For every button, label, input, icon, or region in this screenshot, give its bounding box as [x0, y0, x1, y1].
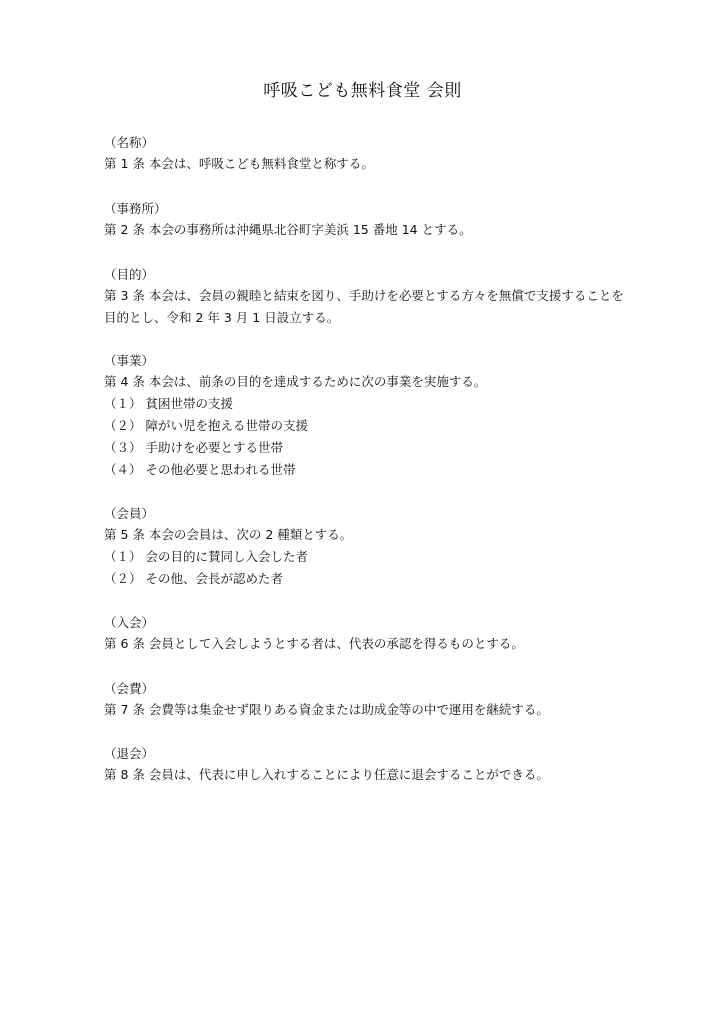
- section-heading-purpose: （目的）: [104, 267, 155, 282]
- article-3-text-line-1: 第 3 条 本会は、会員の親睦と結束を図り、手助けを必要とする方々を無償で支援することを: [104, 288, 624, 303]
- article-5-item-2: （２） その他、会長が認めた者: [104, 571, 283, 586]
- section-heading-members: （会員）: [104, 506, 155, 521]
- section-heading-withdrawal: （退会）: [104, 746, 155, 761]
- article-4-item-3: （３） 手助けを必要とする世帯: [104, 440, 283, 455]
- article-2-text: 第 2 条 本会の事務所は沖縄県北谷町字美浜 15 番地 14 とする。: [104, 222, 472, 237]
- article-1-text: 第 1 条 本会は、呼吸こども無料食堂と称する。: [104, 156, 374, 171]
- article-7-text: 第 7 条 会費等は集金せず限りある資金または助成金等の中で運用を継続する。: [104, 702, 549, 717]
- article-4-item-2: （２） 障がい児を抱える世帯の支援: [104, 418, 308, 433]
- article-5-text: 第 5 条 本会の会員は、次の 2 種類とする。: [104, 527, 353, 542]
- section-heading-name: （名称）: [104, 135, 155, 150]
- section-heading-office: （事務所）: [104, 201, 167, 216]
- article-4-item-1: （１） 貧困世帯の支援: [104, 396, 233, 411]
- section-heading-admission: （入会）: [104, 615, 155, 630]
- article-5-item-1: （１） 会の目的に賛同し入会した者: [104, 549, 308, 564]
- section-heading-business: （事業）: [104, 353, 155, 368]
- article-8-text: 第 8 条 会員は、代表に申し入れすることにより任意に退会することができる。: [104, 767, 549, 782]
- document-title: 呼吸こども無料食堂 会則: [263, 81, 462, 101]
- article-4-text: 第 4 条 本会は、前条の目的を達成するために次の事業を実施する。: [104, 374, 487, 389]
- article-6-text: 第 6 条 会員として入会しようとする者は、代表の承認を得るものとする。: [104, 636, 524, 651]
- section-heading-fees: （会費）: [104, 681, 155, 696]
- article-4-item-4: （４） その他必要と思われる世帯: [104, 462, 296, 477]
- article-3-text-line-2: 目的とし、令和 2 年 3 月 1 日設立する。: [104, 310, 340, 325]
